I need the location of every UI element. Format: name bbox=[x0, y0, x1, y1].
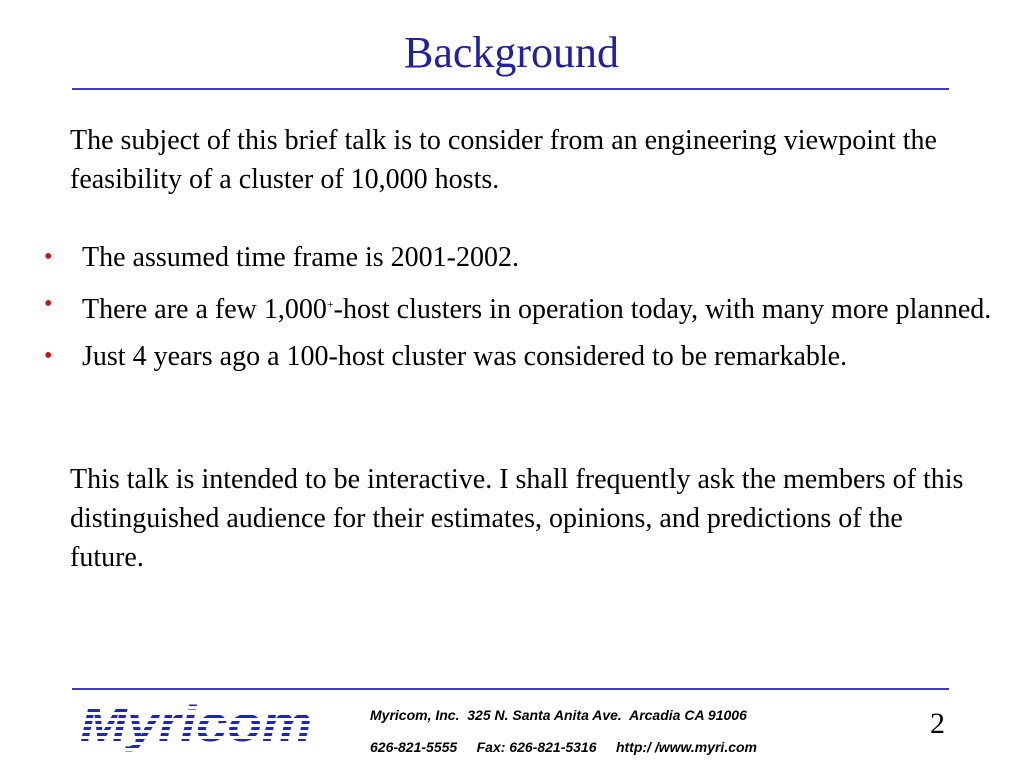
intro-paragraph: The subject of this brief talk is to consider from an engineering viewpoint the feasibility of a cluster of 10,000 hosts. bbox=[70, 125, 937, 195]
footer-address: Myricom, Inc. 325 N. Santa Anita Ave. Arcadia CA 91006 bbox=[370, 707, 747, 723]
bullet-item bbox=[44, 285, 994, 329]
closing-paragraph: This talk is intended to be interactive. I shall frequently ask the members of this distinguished audience for their estimates, opinions, and predictions of the future. bbox=[70, 464, 964, 573]
bullet-text: Just 4 years ago a 100-host cluster was considered to be remarkable. bbox=[82, 341, 848, 372]
bullet-item bbox=[44, 337, 994, 376]
title-divider bbox=[72, 88, 949, 90]
logo-wordmark: Myricom bbox=[80, 697, 312, 752]
footer-contact: 626-821-5555 Fax: 626-821-5316 http:/ /www.myri.com bbox=[370, 739, 757, 755]
slide-title: Background bbox=[403, 28, 620, 77]
page-number: 2 bbox=[930, 707, 945, 740]
bullet-item bbox=[44, 238, 994, 277]
bullet-icon: • bbox=[44, 291, 53, 317]
bullet-list bbox=[44, 238, 994, 384]
bullet-text: The assumed time frame is 2001-2002. bbox=[82, 242, 520, 273]
bullet-text-after: -host clusters in operation today, with many more planned. bbox=[333, 294, 992, 325]
footer-divider bbox=[72, 688, 949, 690]
bullet-superscript: + bbox=[326, 297, 334, 311]
bullet-icon: • bbox=[44, 343, 53, 369]
myricom-logo bbox=[78, 697, 316, 753]
bullet-text-before: There are a few 1,000 bbox=[82, 294, 327, 325]
bullet-icon: • bbox=[44, 244, 53, 270]
